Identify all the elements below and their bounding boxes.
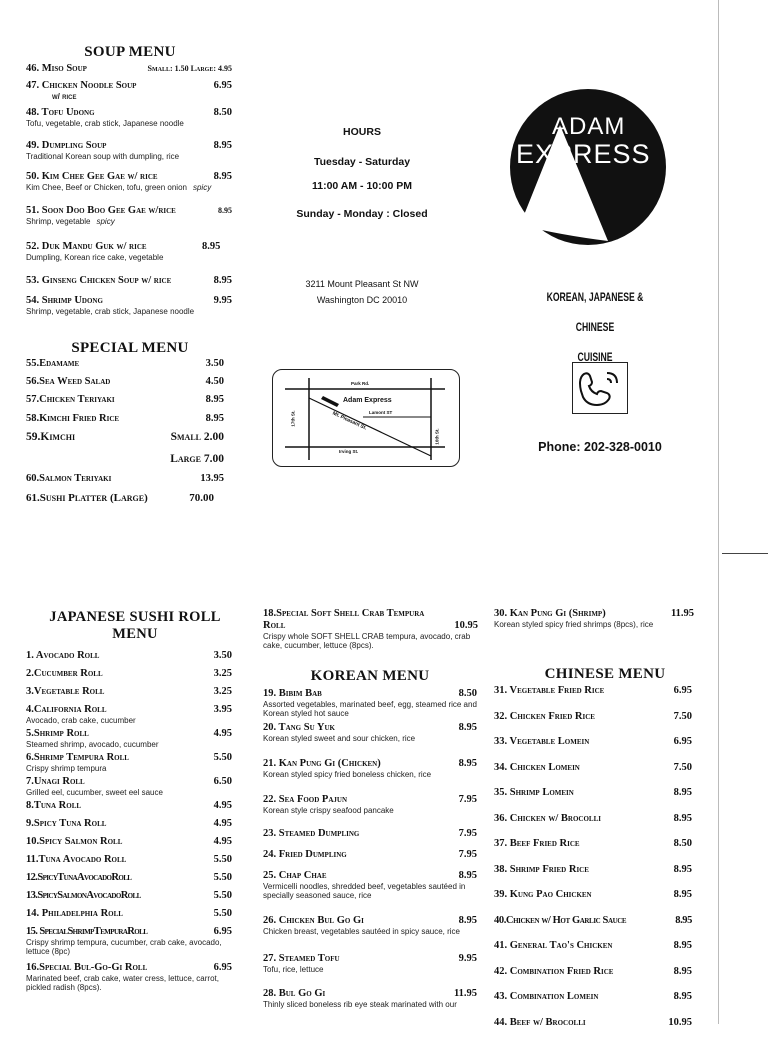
- item-price: 9.95: [208, 295, 232, 307]
- item-name: 8.Tuna Roll: [26, 800, 81, 812]
- item-price: 8.50: [453, 688, 477, 700]
- hours-block: [262, 126, 462, 220]
- item-name: 43. Combination Lomein: [494, 991, 598, 1003]
- menu-item: [26, 492, 224, 510]
- item-name: 35. Shrimp Lomein: [494, 787, 574, 799]
- menu-item: [26, 686, 232, 704]
- item-price: 8.95: [453, 758, 477, 770]
- item-price: 8.50: [208, 107, 232, 119]
- item-price: 8.95: [196, 241, 220, 253]
- menu-item: [26, 431, 224, 453]
- item-price: 8.50: [668, 838, 692, 850]
- item-price: 8.95: [668, 991, 692, 1003]
- map-irving-st: Irving St.: [339, 449, 358, 454]
- item-name: 32. Chicken Fried Rice: [494, 711, 595, 723]
- item-name: 7.Unagi Roll: [26, 776, 85, 788]
- menu-item: [263, 828, 477, 849]
- logo-line1: ADAM: [552, 113, 625, 141]
- item-name: 48. Tofu Udong: [26, 107, 95, 119]
- item-name: 15. SpecialShrimpTempuraRoll: [26, 926, 147, 938]
- item-name: 1. Avocado Roll: [26, 650, 99, 662]
- item-name: 58.Kimchi Fried Rice: [26, 413, 119, 425]
- address-block: [262, 276, 462, 308]
- menu-item: [26, 473, 224, 492]
- item-name: 30. Kan Pung Gi (Shrimp): [494, 608, 606, 620]
- item-desc: Traditional Korean soup with dumpling, rice: [26, 152, 232, 161]
- chinese-menu-title: CHINESE MENU: [500, 666, 710, 683]
- item-name: 46. Miso Soup: [26, 63, 87, 75]
- item-desc: Chicken breast, vegetables sautéed in spicy sauce, rice: [263, 927, 477, 936]
- item-price: 6.95: [208, 80, 232, 92]
- korean-menu-title: KOREAN MENU: [265, 668, 475, 685]
- item-desc: Korean styled spicy fried boneless chicken, rice: [263, 770, 477, 779]
- item-price: 4.95: [208, 800, 232, 812]
- menu-item: [494, 991, 692, 1017]
- item-desc: Kim Chee, Beef or Chicken, tofu, green onion: [26, 183, 187, 192]
- item-name: 51. Soon Doo Boo Gee Gae w/rice: [26, 205, 176, 217]
- soup-menu-list: [26, 63, 232, 323]
- soup-menu-title: SOUP MENU: [40, 44, 220, 61]
- item-name: 22. Sea Food Pajun: [263, 794, 347, 806]
- item-price: Small 2.00: [165, 431, 224, 443]
- menu-item: [26, 890, 232, 908]
- item-price: 3.50: [208, 650, 232, 662]
- item-price: 6.95: [208, 926, 232, 938]
- menu-item: [263, 758, 477, 794]
- map-16th-st: 16th St.: [435, 428, 440, 444]
- item-price: 8.95: [212, 275, 232, 287]
- item-price: 8.95: [200, 394, 224, 406]
- hours-closed: Sunday - Monday : Closed: [262, 208, 462, 220]
- item-name: 47. Chicken Noodle Soup: [26, 80, 136, 92]
- menu-item: [26, 650, 232, 668]
- item-desc: Avocado, crab cake, cucumber: [26, 716, 232, 725]
- item-name: 13.SpicySalmonAvocadoRoll: [26, 890, 141, 902]
- item-desc: Crispy whole SOFT SHELL CRAB tempura, avocado, crab cake, cucumber, lettuce (8pcs).: [263, 632, 473, 650]
- item-price: 8.95: [453, 870, 477, 882]
- chinese-menu-list: [494, 685, 692, 1042]
- menu-item: [494, 762, 692, 788]
- item-price: 7.95: [453, 828, 477, 840]
- item-name: 31. Vegetable Fried Rice: [494, 685, 604, 697]
- item-price: 4.95: [208, 836, 232, 848]
- kanpung-shrimp-item: [494, 608, 694, 629]
- hours-title: HOURS: [262, 126, 462, 156]
- item-desc: Dumpling, Korean rice cake, vegetable: [26, 253, 232, 262]
- item-name: 36. Chicken w/ Brocolli: [494, 813, 601, 825]
- item-name: 11.Tuna Avocado Roll: [26, 854, 126, 866]
- item-name: 5.Shrimp Roll: [26, 728, 89, 740]
- item-name: 54. Shrimp Udong: [26, 295, 103, 307]
- menu-item: [26, 854, 232, 872]
- item-name: 3.Vegetable Roll: [26, 686, 104, 698]
- item-name: 12.SpicyTunaAvocadoRoll: [26, 872, 131, 884]
- item-name: 16.Special Bul-Go-Gi Roll: [26, 962, 147, 974]
- softshell-item: [263, 608, 478, 650]
- special-menu-list: [26, 358, 224, 510]
- item-desc: Shrimp, vegetable, crab stick, Japanese noodle: [26, 307, 232, 316]
- item-name: 24. Fried Dumpling: [263, 849, 347, 861]
- item-price: 8.95: [668, 966, 692, 978]
- item-desc: w/ rice: [26, 92, 232, 101]
- menu-item: [26, 836, 232, 854]
- item-price: 7.50: [668, 762, 692, 774]
- item-desc: Korean styled spicy fried shrimps (8pcs), rice: [494, 620, 694, 629]
- item-name: 34. Chicken Lomein: [494, 762, 580, 774]
- item-price: 3.25: [208, 686, 232, 698]
- logo-line2: EXPRESS: [516, 139, 651, 170]
- item-price: 4.50: [200, 376, 224, 388]
- item-desc: Tofu, rice, lettuce: [263, 965, 477, 974]
- item-name: 28. Bul Go Gi: [263, 988, 325, 1000]
- menu-item: [26, 107, 232, 140]
- hours-days: Tuesday - Saturday: [262, 156, 462, 180]
- phone-glyph: [573, 363, 627, 413]
- item-price: 5.50: [208, 872, 232, 884]
- menu-item: [494, 864, 692, 890]
- menu-item: [494, 685, 692, 711]
- menu-item: [263, 794, 477, 828]
- item-price: 8.95: [668, 787, 692, 799]
- item-name: 26. Chicken Bul Go Gi: [263, 915, 364, 927]
- item-price: 6.95: [668, 685, 692, 697]
- item-price: 7.95: [453, 849, 477, 861]
- item-desc: Grilled eel, cucumber, sweet eel sauce: [26, 788, 232, 797]
- map-restaurant-label: Adam Express: [343, 397, 392, 404]
- item-name: 49. Dumpling Soup: [26, 140, 106, 152]
- item-desc: Crispy shrimp tempura: [26, 764, 232, 773]
- menu-item: [263, 849, 477, 870]
- item-name: 10.Spicy Salmon Roll: [26, 836, 122, 848]
- item-name: 52. Duk Mandu Guk w/ rice: [26, 241, 196, 253]
- menu-item: [494, 1017, 692, 1042]
- sushi-menu-title: [20, 609, 250, 643]
- item-price: 8.95: [212, 205, 232, 217]
- menu-item: [26, 962, 232, 992]
- item-price: 10.95: [662, 1017, 692, 1029]
- item-name: 40.Chicken w/ Hot Garlic Sauce: [494, 915, 626, 927]
- phone-number: Phone: 202-328-0010: [520, 440, 680, 454]
- menu-item: [494, 940, 692, 966]
- item-desc: Crispy shrimp tempura, cucumber, crab cake, avocado, lettuce (8pc): [26, 938, 232, 956]
- item-name: 25. Chap Chae: [263, 870, 327, 882]
- item-price: 6.95: [668, 736, 692, 748]
- item-name: 61.Sushi Platter (Large): [26, 492, 148, 504]
- item-name: 50. Kim Chee Gee Gae w/ rice: [26, 171, 158, 183]
- item-desc: Vermicelli noodles, shredded beef, vegetables sautéed in specially seasoned sauce, rice: [263, 882, 477, 900]
- menu-item: [26, 205, 232, 241]
- menu-item: [26, 63, 232, 80]
- item-desc: Korean styled sweet and sour chicken, rice: [263, 734, 477, 743]
- item-name: 53. Ginseng Chicken Soup w/ rice: [26, 275, 171, 287]
- cuisine-block: [527, 282, 664, 372]
- menu-item: [26, 295, 232, 323]
- item-price: 8.95: [208, 140, 232, 152]
- item-name: 18.Special Soft Shell Crab Tempura Roll: [263, 608, 445, 632]
- menu-item: [26, 926, 232, 962]
- item-name: 57.Chicken Teriyaki: [26, 394, 115, 406]
- map-park-rd: Park Rd.: [351, 381, 369, 386]
- adam-express-logo: [500, 85, 680, 245]
- item-price: 5.50: [208, 752, 232, 764]
- item-price: 4.95: [208, 728, 232, 740]
- menu-item: [263, 915, 477, 953]
- item-name: 59.Kimchi: [26, 431, 75, 443]
- item-price: 3.25: [208, 668, 232, 680]
- item-name: 4.California Roll: [26, 704, 107, 716]
- sushi-menu-list: [26, 650, 232, 992]
- menu-item: [494, 915, 692, 941]
- spicy-label: spicy: [96, 217, 114, 226]
- item-price: 5.50: [208, 854, 232, 866]
- item-name: 23. Steamed Dumpling: [263, 828, 359, 840]
- item-name: 44. Beef w/ Brocolli: [494, 1017, 586, 1029]
- item-name: 37. Beef Fried Rice: [494, 838, 580, 850]
- menu-item: [26, 413, 224, 431]
- item-desc: Korean style crispy seafood pancake: [263, 806, 477, 815]
- item-name: 56.Sea Weed Salad: [26, 376, 110, 388]
- menu-item: [26, 704, 232, 728]
- menu-item: [26, 376, 224, 394]
- item-name: 9.Spicy Tuna Roll: [26, 818, 106, 830]
- menu-item: [26, 668, 232, 686]
- item-price: Small: 1.50 Large: 4.95: [142, 63, 232, 75]
- item-name: 38. Shrimp Fried Rice: [494, 864, 589, 876]
- menu-item: [26, 818, 232, 836]
- menu-item: [494, 966, 692, 992]
- item-price: 8.95: [668, 813, 692, 825]
- item-price: 8.95: [673, 915, 692, 927]
- item-price: 8.95: [453, 915, 477, 927]
- item-name: 2.Cucumber Roll: [26, 668, 103, 680]
- menu-item: [26, 800, 232, 818]
- sushi-title-line1: JAPANESE SUSHI ROLL: [20, 609, 250, 626]
- menu-item: [494, 787, 692, 813]
- item-name: 33. Vegetable Lomein: [494, 736, 589, 748]
- menu-item: [26, 140, 232, 171]
- menu-item: [26, 752, 232, 776]
- item-price: 13.95: [194, 473, 224, 485]
- item-price: 8.95: [200, 413, 224, 425]
- menu-item: [26, 872, 232, 890]
- menu-item: [494, 711, 692, 737]
- item-price: 10.95: [454, 620, 478, 632]
- item-desc: Thinly sliced boneless rib eye steak marinated with our: [263, 1000, 477, 1009]
- hours-time: 11:00 AM - 10:00 PM: [262, 180, 462, 208]
- item-price: 5.50: [208, 908, 232, 920]
- location-map: [272, 369, 460, 467]
- menu-item: [26, 241, 232, 275]
- menu-item: [494, 736, 692, 762]
- address-city: Washington DC 20010: [262, 292, 462, 308]
- item-desc: Tofu, vegetable, crab stick, Japanese noodle: [26, 119, 232, 128]
- item-name: 14. Philadelphia Roll: [26, 908, 123, 920]
- menu-item: [26, 453, 224, 473]
- item-name: 55.Edamame: [26, 358, 79, 370]
- item-name: 27. Steamed Tofu: [263, 953, 340, 965]
- menu-item: [494, 838, 692, 864]
- item-desc: Assorted vegetables, marinated beef, egg, steamed rice and Korean styled hot sauce: [263, 700, 477, 718]
- item-name: 60.Salmon Teriyaki: [26, 473, 111, 485]
- item-price: 7.50: [668, 711, 692, 723]
- item-price: 8.95: [208, 171, 232, 183]
- item-price: Large 7.00: [164, 453, 224, 465]
- item-name: 39. Kung Pao Chicken: [494, 889, 592, 901]
- korean-menu-list: [263, 688, 477, 1014]
- item-desc: Steamed shrimp, avocado, cucumber: [26, 740, 232, 749]
- menu-item: [263, 870, 477, 915]
- item-name: 19. Bibim Bab: [263, 688, 322, 700]
- item-price: 8.95: [668, 889, 692, 901]
- map-17th-st: 17th St.: [291, 410, 296, 426]
- menu-item: [26, 275, 232, 295]
- item-desc: Shrimp, vegetable: [26, 217, 90, 226]
- menu-item: [26, 358, 224, 376]
- item-price: 6.50: [208, 776, 232, 788]
- item-name: 6.Shrimp Tempura Roll: [26, 752, 129, 764]
- item-price: 4.95: [208, 818, 232, 830]
- menu-item: [263, 722, 477, 758]
- item-name: 41. General Tao's Chicken: [494, 940, 612, 952]
- item-price: 8.95: [668, 864, 692, 876]
- item-desc: Marinated beef, crab cake, water cress, lettuce, carrot, pickled radish (8pcs).: [26, 974, 232, 992]
- menu-item: [263, 953, 477, 988]
- menu-item: [26, 171, 232, 205]
- phone-icon: [572, 362, 628, 414]
- item-name: 42. Combination Fried Rice: [494, 966, 613, 978]
- item-name: 20. Tang Su Yuk: [263, 722, 335, 734]
- map-lamont-st: Lamont ST: [369, 410, 392, 415]
- item-price: 11.95: [448, 988, 477, 1000]
- item-price: 3.50: [200, 358, 224, 370]
- cuisine-line2: CUISINE: [527, 342, 664, 372]
- menu-item: [26, 908, 232, 926]
- menu-item: [263, 688, 477, 722]
- item-price: 6.95: [208, 962, 232, 974]
- menu-item: [26, 394, 224, 413]
- spicy-label: spicy: [193, 183, 211, 192]
- item-price: 3.95: [208, 704, 232, 716]
- item-price: 7.95: [453, 794, 477, 806]
- map-mt-pleasant-st: Mt. Pleasant St.: [331, 410, 367, 431]
- item-price: 70.00: [183, 492, 224, 504]
- address-street: 3211 Mount Pleasant St NW: [262, 276, 462, 292]
- menu-item: [26, 728, 232, 752]
- item-price: 11.95: [665, 608, 694, 620]
- item-price: 5.50: [208, 890, 232, 902]
- sushi-title-line2: MENU: [20, 626, 250, 643]
- item-price: 8.95: [453, 722, 477, 734]
- item-name: 21. Kan Pung Gi (Chicken): [263, 758, 381, 770]
- item-price: 9.95: [453, 953, 477, 965]
- item-price: 8.95: [668, 940, 692, 952]
- menu-item: [26, 776, 232, 800]
- menu-item: [494, 813, 692, 839]
- cuisine-line1: KOREAN, JAPANESE & CHINESE: [527, 282, 664, 342]
- menu-item: [26, 80, 232, 107]
- menu-item: [263, 988, 477, 1014]
- menu-item: [494, 889, 692, 915]
- special-menu-title: SPECIAL MENU: [40, 340, 220, 357]
